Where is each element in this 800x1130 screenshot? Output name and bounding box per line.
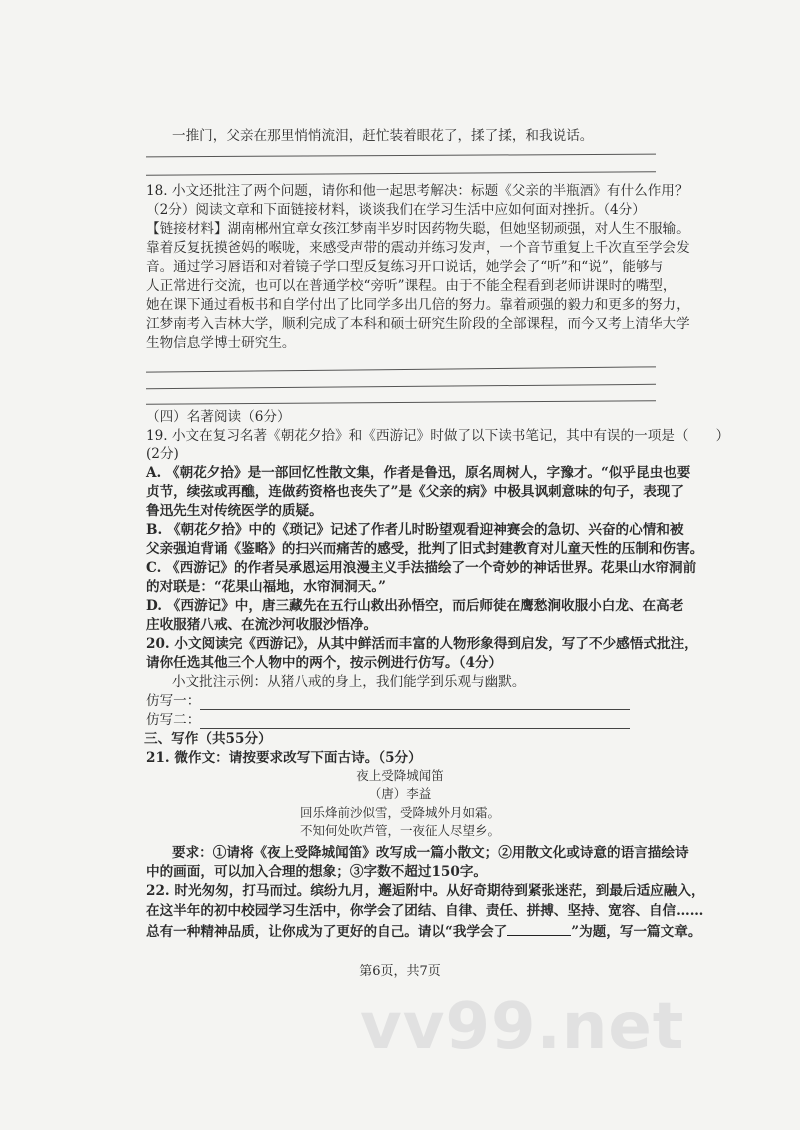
q19-option-a: A. 《朝花夕拾》是一部回忆性散文集，作者是鲁迅，原名周树人，字豫才。“似乎昆虫也要 — [146, 465, 691, 481]
q22-text: 总有一种精神品质，让你成为了更好的自己。请以“我学会了 — [146, 924, 508, 940]
q18-line: 她在课下通过看板书和自学付出了比同学多出几倍的努力。靠着顽强的毅力和更多的努力， — [146, 297, 690, 313]
q21-prompt: 21. 微作文：请按要求改写下面古诗。（5分） — [146, 750, 422, 766]
title-blank[interactable] — [507, 922, 571, 936]
answer-line — [146, 400, 656, 405]
q17-text-tail: 一推门，父亲在那里悄悄流泪，赶忙装着眼花了，揉了揉，和我说话。 — [172, 128, 594, 144]
q22-line: 在这半年的初中校园学习生活中，你学会了团结、自律、责任、拼搏、坚持、宽容、自信…… — [146, 903, 704, 919]
poem-line: 回乐烽前沙似雪，受降城外月如霜。 — [299, 805, 500, 820]
section-3-heading: 三、写作（共55分） — [144, 731, 272, 747]
q18-line: 18. 小文还批注了两个问题，请你和他一起思考解决：标题《父亲的半瓶酒》有什么作用？ — [146, 183, 689, 199]
q19-option-b: 父亲强迫背诵《鉴略》的扫兴而痛苦的感受，批判了旧式封建教育对儿童天性的压制和伤害。 — [146, 541, 704, 557]
poem-author: （唐）李益 — [368, 786, 432, 801]
q22-line: 22. 时光匆匆，打马而过。缤纷九月，邂逅附中。从好奇期待到紧张迷茫，到最后适应融入， — [146, 883, 705, 899]
q22-line — [146, 922, 701, 941]
q19-option-d: 庄收服猪八戒、在流沙河收服沙悟净。 — [146, 617, 378, 633]
answer-line — [146, 384, 656, 389]
q22-text: ”为题，写一篇文章。 — [571, 924, 702, 940]
section-4-heading: （四）名著阅读（6分） — [146, 409, 291, 425]
q18-line: 人正常进行交流，也可以在普通学校“旁听”课程。由于不能全程看到老师讲课时的嘴型， — [146, 278, 677, 294]
q19-line: (2分) — [146, 446, 179, 462]
q19-option-d: D. 《西游记》中，唐三藏先在五行山救出孙悟空，而后师徒在鹰愁涧收服小白龙、在高老 — [146, 598, 684, 614]
q18-line: 【链接材料】湖南郴州宜章女孩江梦南半岁时因药物失聪，但她坚韧顽强，对人生不服输。 — [146, 221, 690, 237]
q18-line: 靠着反复抚摸爸妈的喉咙，来感受声带的震动并练习发声，一个音节重复上千次直至学会发 — [146, 240, 690, 256]
q19-line: 19. 小文在复习名著《朝花夕拾》和《西游记》时做了以下读书笔记，其中有误的一项是（ ） — [146, 428, 730, 444]
answer-line — [146, 366, 656, 372]
q21-requirements: 要求：①请将《夜上受降城闻笛》改写成一篇小散文；②用散文化或诗意的语言描绘诗 — [172, 845, 689, 861]
q18-line: 江梦南考入吉林大学，顺利完成了本科和硕士研究生阶段的全部课程，而今又考上清华大学 — [146, 316, 690, 332]
watermark: vv99.net — [360, 990, 685, 1064]
answer-line — [146, 171, 656, 176]
page-footer: 第6页，共7页 — [359, 964, 441, 979]
poem-line: 不知何处吹芦管，一夜征人尽望乡。 — [299, 823, 500, 838]
q18-line: 生物信息学博士研究生。 — [146, 335, 296, 351]
q19-option-a: 鲁迅先生对传统医学的质疑。 — [146, 503, 323, 519]
q20-example: 小文批注示例：从猪八戒的身上，我们能学到乐观与幽默。 — [172, 674, 526, 690]
answer-line — [146, 154, 656, 158]
q19-option-b: B. 《朝花夕拾》中的《琐记》记述了作者儿时盼望观看迎神赛会的急切、兴奋的心情和被 — [146, 522, 684, 538]
imitate-2-blank[interactable] — [200, 714, 630, 729]
q19-option-c: 的对联是：“花果山福地，水帘洞洞天。” — [146, 579, 386, 595]
imitate-1-field[interactable] — [146, 692, 630, 710]
imitate-2-label: 仿写二： — [146, 712, 201, 728]
q20-line: 20. 小文阅读完《西游记》，从其中鲜活而丰富的人物形象得到启发，写了不少感悟式批注， — [146, 636, 698, 652]
imitate-1-blank[interactable] — [200, 695, 630, 710]
q21-requirements: 中的画面，可以加入合理的想象；③字数不超过150字。 — [146, 864, 488, 880]
imitate-1-label: 仿写一： — [146, 693, 201, 709]
imitate-2-field[interactable] — [146, 711, 630, 729]
poem-title: 夜上受降城闻笛 — [356, 768, 444, 783]
q19-option-a: 贞节，续弦或再醮，连做药资格也丧失了”是《父亲的病》中极具讽刺意味的句子，表现了 — [146, 484, 684, 500]
q19-option-c: C. 《西游记》的作者吴承恩运用浪漫主义手法描绘了一个奇妙的神话世界。花果山水帘洞前 — [146, 560, 697, 576]
q20-line: 请你任选其他三个人物中的两个，按示例进行仿写。（4分） — [146, 655, 503, 671]
q18-line: （2分）阅读文章和下面链接材料，谈谈我们在学习生活中应如何面对挫折。（4分） — [146, 202, 646, 218]
q18-line: 音。通过学习唇语和对着镜子学口型反复练习开口说话，她学会了“听”和“说”，能够与 — [146, 259, 664, 275]
